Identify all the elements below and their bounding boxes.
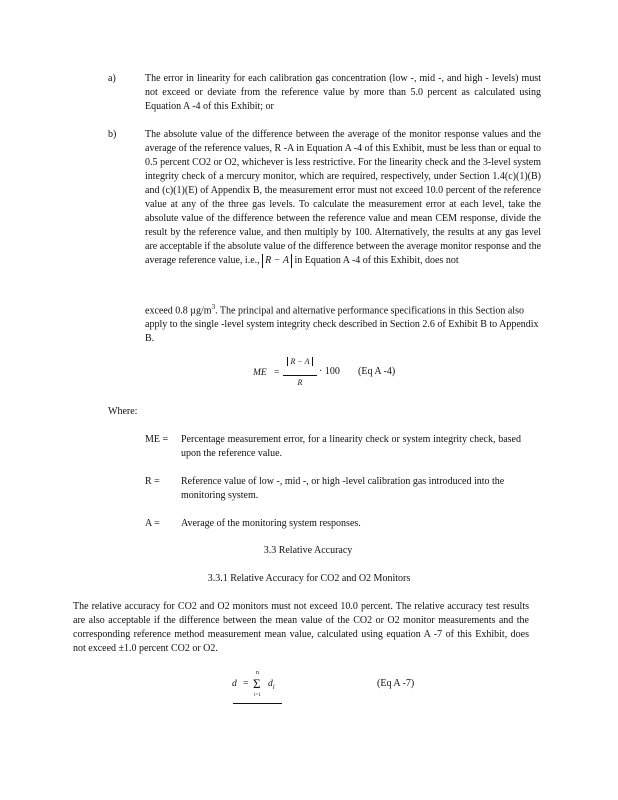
eq-a7-label: (Eq A -7) <box>377 678 415 689</box>
eq-a7-term-d: d <box>268 679 273 689</box>
eq-a7-lower: i=1 <box>254 693 261 698</box>
eq-a7-upper: n <box>256 670 259 676</box>
item-b-tail-sup: 3 <box>211 303 216 311</box>
def-me-symbol: ME = <box>145 434 169 445</box>
eq-a7-lhs: d <box>232 679 237 689</box>
item-b-body: The absolute value of the difference between the average of the monitor response values and the average of the reference values, R -A in Equation A -4 of this Exhibit, must be less than or equal to 0.5 percent CO2 or O2, whichever is less restrictive. For the linearity check and the 3-level system integrity check of a mercury monitor, which are required, respectively, under Section 1.4(c)(1)(B) and (c)(1)(E) of Appendix B, the measurement error must not exceed 10.0 percent of the reference value at any of the three gas levels. To calculate the measurement error at each level, take the absolute value of the difference between the reference value and mean CEM response, divide the result by the reference value, and then multiply by 100. Alternatively, the results at any gas level are acceptable if the absolute value of the difference between the average monitor response and the average reference value, i.e., <box>145 129 542 266</box>
eq-a4-abs: R − A <box>287 357 312 366</box>
relative-accuracy-paragraph: The relative accuracy for CO2 and O2 monitors must not exceed 10.0 percent. The relative accuracy test results are also acceptable if the difference between the mean value of the CO2 or O2 monitor measurements and the corresponding reference method measurement mean value, calculated using equation A -7 of this Exhibit, does not exceed ±1.0 percent CO2 or O2. <box>73 601 529 654</box>
item-b-label: b) <box>108 129 117 140</box>
eq-a7-sigma: Σ <box>253 676 261 691</box>
eq-a4-denominator: R <box>297 378 303 387</box>
section-heading-text: 3.3 Relative Accuracy <box>263 545 353 556</box>
item-b-tail-2: . The principal and alternative performance specifications in this Section also apply to the single -level system integrity check described in Section 2.6 of Exhibit B to Appendix B. <box>145 305 539 345</box>
eq-a4-lhs: ME <box>253 368 267 378</box>
def-me-text: Percentage measurement error, for a linearity check or system integrity check, based upon the reference value. <box>181 434 521 459</box>
eq-a4-multiplier-value: 100 <box>324 366 340 377</box>
eq-a4-numerator <box>283 357 317 366</box>
eq-a4-fraction-bar <box>283 375 317 376</box>
item-b-tail <box>145 300 541 346</box>
subsection-heading <box>0 572 618 586</box>
eq-a4-label: (Eq A -4) <box>358 366 396 377</box>
eq-a7-term <box>268 679 275 691</box>
item-a-text: The error in linearity for each calibration gas concentration (low -, mid -, and high - levels) must not exceed or deviate from the reference value by more than 5.0 percent as calculated using Equation A -4 of this Exhibit; or <box>145 73 541 112</box>
eq-a4-equals: = <box>274 368 280 378</box>
subsection-heading-text: 3.3.1 Relative Accuracy for CO2 and O2 Monitors <box>207 573 411 584</box>
eq-a7-fraction-bar <box>233 703 282 704</box>
eq-a7-term-sub: i <box>272 682 275 691</box>
item-b-text <box>145 128 541 268</box>
def-r-symbol: R = <box>145 476 160 487</box>
where-label: Where: <box>108 406 138 417</box>
item-b-tail-1: exceed 0.8 µg/m <box>145 305 212 317</box>
abs-value-expression: R − A <box>262 254 292 268</box>
eq-a7-equals: = <box>243 679 249 689</box>
def-a-text: Average of the monitoring system responses. <box>181 518 361 529</box>
item-b-after-abs: in Equation A -4 of this Exhibit, does not <box>294 255 459 266</box>
def-a-symbol: A = <box>145 518 160 529</box>
eq-a4-multiplier: · 100 <box>319 366 340 377</box>
item-a-label: a) <box>108 73 116 84</box>
def-r-text: Reference value of low -, mid -, or high -level calibration gas introduced into the monitoring system. <box>181 476 505 501</box>
section-heading <box>0 544 618 558</box>
